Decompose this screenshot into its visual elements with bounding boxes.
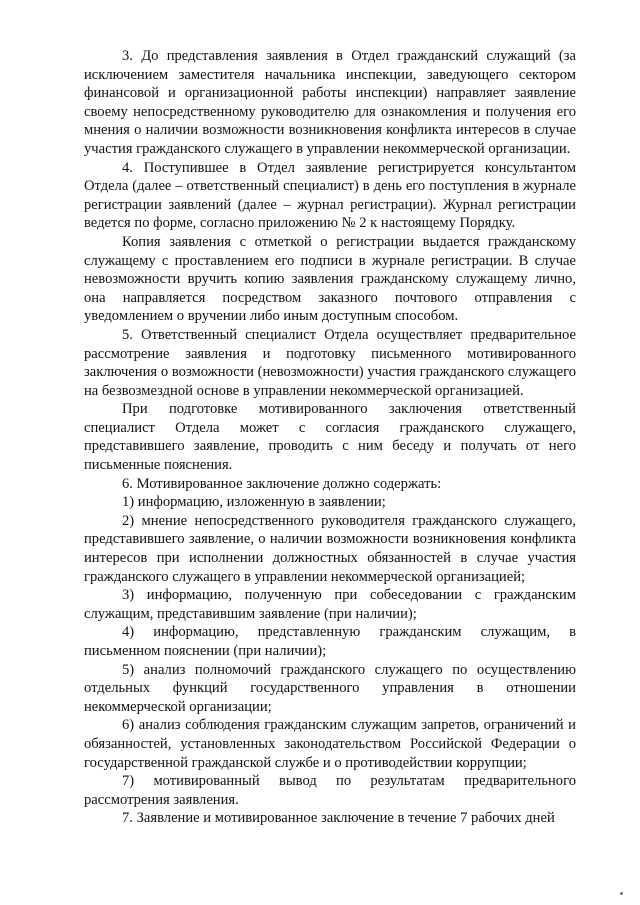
paragraph-3-submission: 3. До представления заявления в Отдел гражданский служащий (за исключением заместителя начальника инспекции, заведующего сектором финансовой и организационной работы инспекции) направляет заявление своему непосредственному руководителю для ознакомления и получения его мнения о наличии возможности возникновения конфликта интересов в случае участия гражданского служащего в управлении некоммерческой организации. <box>84 48 576 157</box>
list-item-1: 1) информацию, изложенную в заявлении; <box>122 494 386 511</box>
paragraph-5-review: 5. Ответственный специалист Отдела осуществляет предварительное рассмотрение заявления и подготовку письменного мотивированного заключения о возможности (невозможности) участия гражданского служащего на безвозмездной основе в управлении некоммерческой организацией. <box>84 326 576 399</box>
scan-speck <box>620 892 623 895</box>
paragraph-conclusion-preparation: При подготовке мотивированного заключения ответственный специалист Отдела может с согласия гражданского служащего, представившего заявление, проводить с ним беседу и получать от него письменные пояснения. <box>84 401 576 474</box>
list-item-7: 7) мотивированный вывод по результатам предварительного рассмотрения заявления. <box>84 773 576 808</box>
paragraph-6-contents-heading: 6. Мотивированное заключение должно содержать: <box>122 475 442 492</box>
paragraph-copy-of-application: Копия заявления с отметкой о регистрации выдается гражданскому служащему с проставлением его подписи в журнале регистрации. В случае невозможности вручить копию заявления гражданскому служащему лично, она направляется посредством заказного почтового отправления с уведомлением о вручении либо иным доступным способом. <box>84 233 576 325</box>
paragraph-7-deadline: 7. Заявление и мотивированное заключение в течение 7 рабочих дней <box>122 810 555 827</box>
list-item-3: 3) информацию, полученную при собеседовании с гражданским служащим, представившим заявление (при наличии); <box>84 587 576 622</box>
list-item-5: 5) анализ полномочий гражданского служащего по осуществлению отдельных функций государственного управления в отношении некоммерческой организации; <box>84 661 576 715</box>
list-item-4: 4) информацию, представленную гражданским служащим, в письменном пояснении (при наличии); <box>84 624 576 659</box>
list-item-6: 6) анализ соблюдения гражданским служащим запретов, ограничений и обязанностей, установленных законодательством Российской Федерации о государственной гражданской службе и о противодействии коррупции; <box>84 717 576 771</box>
paragraph-4-registration: 4. Поступившее в Отдел заявление регистрируется консультантом Отдела (далее – ответственный специалист) в день его поступления в журнале регистрации заявлений (далее – журнал регистрации). Журнал регистрации ведется по форме, согласно приложению № 2 к настоящему Порядку. <box>84 159 576 232</box>
list-item-2: 2) мнение непосредственного руководителя гражданского служащего, представившего заявление, о наличии возможности возникновения конфликта интересов при исполнении должностных обязанностей в случае участия гражданского служащего в управлении некоммерческой организацией; <box>84 512 576 585</box>
document-body <box>84 47 576 828</box>
